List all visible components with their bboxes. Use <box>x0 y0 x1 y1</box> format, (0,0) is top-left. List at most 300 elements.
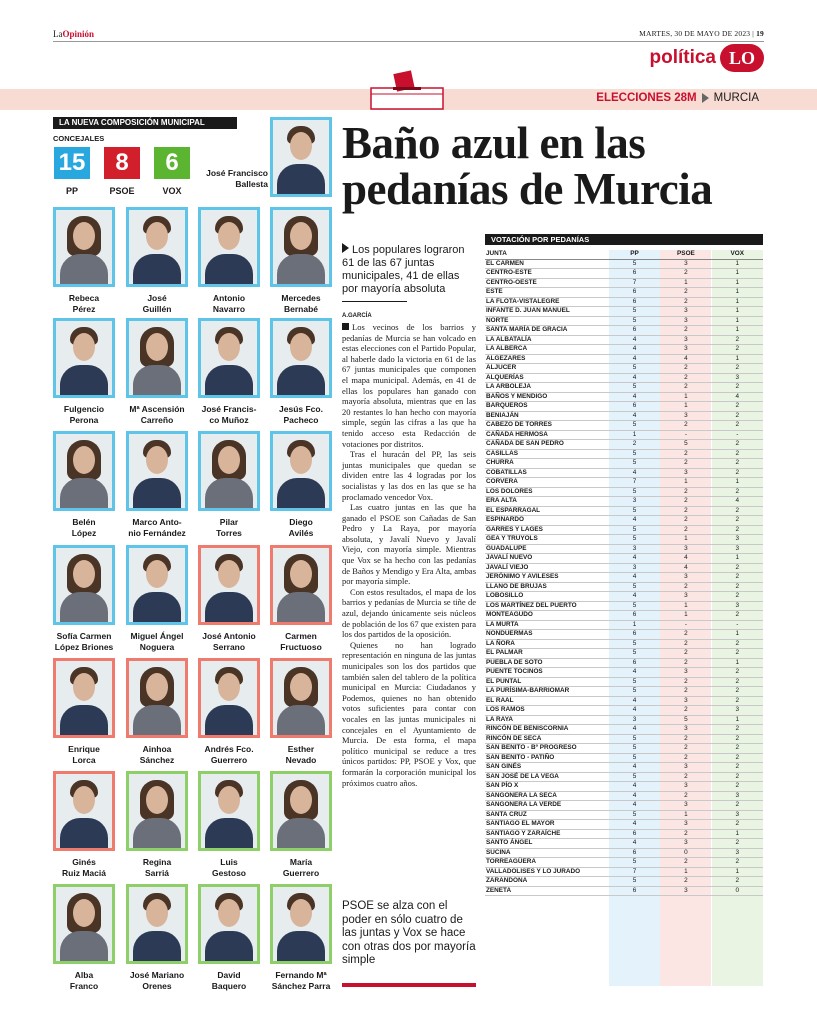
councillor-card <box>53 771 115 879</box>
pp-cell: 5 <box>609 753 660 763</box>
councillor-name: Esther Nevado <box>285 744 317 765</box>
composition-title: LA NUEVA COMPOSICIÓN MUNICIPAL <box>53 117 237 129</box>
vox-cell: 2 <box>712 468 763 478</box>
pp-cell: 4 <box>609 782 660 792</box>
table-row <box>485 544 763 554</box>
portrait-photo <box>198 771 260 851</box>
councillor-card <box>270 318 332 426</box>
pp-cell: 5 <box>609 449 660 459</box>
table-row <box>485 658 763 668</box>
table-row <box>485 487 763 497</box>
pullquote-rule <box>342 983 476 987</box>
table-row <box>485 744 763 754</box>
pp-cell: 5 <box>609 601 660 611</box>
junta-cell: SAN PÍO X <box>485 782 609 792</box>
table-row <box>485 269 763 279</box>
paragraph: Quienes no han logrado representación en ninguna de las juntas municipales son los dos partidos que también salen del tablero de la política municipal en Murcia: Ciudadanos y Podemos, quienes no han obtenido votos suficientes para contar con vocales en las juntas municipales ni concejales en el Ayuntamiento de Murcia. De esta forma, el mapa político municipal se reduce a tres únicos partidos: PP, PSOE y Vox, que formarán la corporación municipal los próximos cuatro años. <box>342 639 476 788</box>
psoe-cell: 2 <box>660 525 711 535</box>
byline: A.GARCÍA <box>342 313 372 319</box>
psoe-cell: 2 <box>660 687 711 697</box>
junta-cell: EL CARMEN <box>485 259 609 269</box>
junta-cell: LOBOSILLO <box>485 592 609 602</box>
pp-cell: 4 <box>609 373 660 383</box>
psoe-cell: 1 <box>660 535 711 545</box>
junta-cell: ALJUCER <box>485 364 609 374</box>
psoe-cell: 2 <box>660 753 711 763</box>
vox-cell: 1 <box>712 307 763 317</box>
table-row <box>485 649 763 659</box>
vox-cell: 1 <box>712 554 763 564</box>
psoe-cell: 2 <box>660 373 711 383</box>
junta-cell: SAN BENITO - Bº PROGRESO <box>485 744 609 754</box>
vox-cell: 2 <box>712 421 763 431</box>
table-row <box>485 611 763 621</box>
psoe-cell: - <box>660 620 711 630</box>
dateline: MARTES, 30 DE MAYO DE 2023 | 19 <box>639 29 764 38</box>
councillor-card <box>126 318 188 426</box>
table-title: VOTACIÓN POR PEDANÍAS <box>485 234 763 245</box>
pp-cell: 4 <box>609 411 660 421</box>
pp-cell: 5 <box>609 744 660 754</box>
table-row <box>485 516 763 526</box>
table-row <box>485 829 763 839</box>
table-row <box>485 402 763 412</box>
portrait-photo <box>126 318 188 398</box>
vox-cell: 2 <box>712 763 763 773</box>
junta-cell: MONTEAGUDO <box>485 611 609 621</box>
junta-cell: INFANTE D. JUAN MANUEL <box>485 307 609 317</box>
psoe-cell: 2 <box>660 297 711 307</box>
col-header-vox: VOX <box>712 250 763 259</box>
councillor-card <box>53 431 115 539</box>
junta-cell: CAÑADA HERMOSA <box>485 430 609 440</box>
vox-cell: 2 <box>712 649 763 659</box>
junta-cell: GUADALUPE <box>485 544 609 554</box>
councillor-name: Belén López <box>71 517 97 538</box>
table-row <box>485 497 763 507</box>
psoe-cell: 2 <box>660 744 711 754</box>
pp-cell: 5 <box>609 639 660 649</box>
vox-cell: 2 <box>712 668 763 678</box>
portrait-photo <box>53 884 115 964</box>
councillor-card <box>53 545 115 653</box>
psoe-cell: 1 <box>660 601 711 611</box>
table-row <box>485 316 763 326</box>
junta-cell: ERA ALTA <box>485 497 609 507</box>
councillor-card <box>126 545 188 653</box>
portrait-photo <box>270 884 332 964</box>
paragraph: Los vecinos de los barrios y pedanías de Murcia se han volcado en estas elecciones con el Partido Popular, al haberle dado la victoria en 61 de las 67 juntas municipales que componen el mapa municipal. Además, en 41 de ellas los populares han ganado con mayoría absoluta, mientras que en las 20 restantes lo han hecho con mayoría simple, según las cifras a las que ha tenido acceso esta Redacción de votaciones por distritos. <box>342 322 476 449</box>
portrait-photo <box>53 545 115 625</box>
paragraph: Las cuatro juntas en las que ha ganado el PSOE son Cañadas de San Pedro y La Raya, por mayoría absoluta, y Javalí Nuevo y Javalí Viejo, con mayoría simple. Mientras que Vox se ha hecho con las pedanías de Baños y Mendigo y Era Alta, ambas por mayoría simple. <box>342 502 476 587</box>
pp-cell: 4 <box>609 706 660 716</box>
junta-cell: ALGEZARES <box>485 354 609 364</box>
portrait-photo <box>126 207 188 287</box>
psoe-cell: 2 <box>660 506 711 516</box>
vox-cell: 2 <box>712 877 763 887</box>
col-header-junta: JUNTA <box>485 250 609 259</box>
col-header-psoe: PSOE <box>660 250 711 259</box>
junta-cell: LOS DOLORES <box>485 487 609 497</box>
councillor-name: Enrique Lorca <box>68 744 100 765</box>
vox-cell: 2 <box>712 858 763 868</box>
square-icon <box>342 323 349 330</box>
psoe-cell: 4 <box>660 563 711 573</box>
psoe-cell: 3 <box>660 411 711 421</box>
psoe-cell: 2 <box>660 829 711 839</box>
councillor-name: María Guerrero <box>282 857 320 878</box>
vox-cell: 1 <box>712 715 763 725</box>
table-header-row <box>485 250 763 259</box>
portrait-photo <box>126 884 188 964</box>
section-name: política <box>649 47 716 68</box>
councillor-name: Ainhoa Sánchez <box>139 744 175 765</box>
pp-cell: 6 <box>609 848 660 858</box>
junta-cell: COBATILLAS <box>485 468 609 478</box>
pp-cell: 5 <box>609 487 660 497</box>
table-row <box>485 411 763 421</box>
councillor-name: Antonio Navarro <box>212 293 246 314</box>
triangle-icon <box>702 93 709 103</box>
psoe-cell: 2 <box>660 364 711 374</box>
header-rule <box>53 41 764 42</box>
table-row <box>485 877 763 887</box>
vox-cell: 2 <box>712 801 763 811</box>
vox-cell: 4 <box>712 392 763 402</box>
councillor-card <box>198 771 260 879</box>
pp-cell: 3 <box>609 544 660 554</box>
table-row <box>485 326 763 336</box>
vox-cell: 2 <box>712 449 763 459</box>
article-body <box>342 322 476 788</box>
vox-cell: 2 <box>712 563 763 573</box>
junta-cell: LA ARBOLEJA <box>485 383 609 393</box>
table-row <box>485 297 763 307</box>
psoe-cell: 2 <box>660 459 711 469</box>
table-row <box>485 459 763 469</box>
page-number: 19 <box>756 29 764 38</box>
junta-cell: NONDUERMAS <box>485 630 609 640</box>
portrait-photo <box>53 207 115 287</box>
psoe-cell: 3 <box>660 820 711 830</box>
table-row <box>485 335 763 345</box>
councillor-name: Luis Gestoso <box>211 857 246 878</box>
table-row <box>485 848 763 858</box>
vox-cell: 1 <box>712 316 763 326</box>
vox-cell: 2 <box>712 440 763 450</box>
vox-cell: 2 <box>712 411 763 421</box>
councillor-card <box>126 207 188 315</box>
table-row <box>485 506 763 516</box>
junta-cell: CAÑADA DE SAN PEDRO <box>485 440 609 450</box>
seat-party-label: VOX <box>162 186 182 196</box>
seat-count-psoe: 8 <box>104 147 140 179</box>
councillor-name: Andrés Fco. Guerrero <box>204 744 254 765</box>
psoe-cell: 3 <box>660 468 711 478</box>
paragraph: Con estos resultados, el mapa de los barrios y pedanías de Murcia se tiñe de azul, dejando únicamente seis núcleos de población de los 67 que existen para los dos partidos de la oposición. <box>342 586 476 640</box>
junta-cell: EL RAAL <box>485 696 609 706</box>
psoe-cell: 3 <box>660 345 711 355</box>
junta-cell: LA PURÍSIMA-BARRIOMAR <box>485 687 609 697</box>
table-row <box>485 440 763 450</box>
psoe-cell: 1 <box>660 278 711 288</box>
councillor-card <box>198 545 260 653</box>
pp-cell: 5 <box>609 734 660 744</box>
junta-cell: SAN JOSÉ DE LA VEGA <box>485 772 609 782</box>
table-row <box>485 582 763 592</box>
vox-cell: 1 <box>712 630 763 640</box>
table-row <box>485 734 763 744</box>
table-row <box>485 573 763 583</box>
table-row <box>485 364 763 374</box>
table-row <box>485 725 763 735</box>
vox-cell: 2 <box>712 335 763 345</box>
vox-cell: 1 <box>712 288 763 298</box>
pp-cell: 4 <box>609 392 660 402</box>
table-row <box>485 668 763 678</box>
pp-cell: 4 <box>609 696 660 706</box>
table-row <box>485 696 763 706</box>
table-row <box>485 373 763 383</box>
psoe-cell: 3 <box>660 592 711 602</box>
pp-cell: 5 <box>609 364 660 374</box>
junta-cell: CENTRO-OESTE <box>485 278 609 288</box>
junta-cell: LA FLOTA-VISTALEGRE <box>485 297 609 307</box>
table-row <box>485 307 763 317</box>
vox-cell: 1 <box>712 829 763 839</box>
councillor-name: Fulgencio Perona <box>63 404 105 425</box>
junta-cell: ALQUERÍAS <box>485 373 609 383</box>
psoe-cell: 3 <box>660 316 711 326</box>
table-row <box>485 772 763 782</box>
councillor-card <box>270 431 332 539</box>
pp-cell: 7 <box>609 867 660 877</box>
pp-cell: 4 <box>609 820 660 830</box>
table-row <box>485 886 763 896</box>
councillor-card <box>126 658 188 766</box>
pp-cell: 4 <box>609 791 660 801</box>
pp-cell: 4 <box>609 801 660 811</box>
pp-cell: 6 <box>609 269 660 279</box>
pp-cell: 4 <box>609 668 660 678</box>
pp-cell: 6 <box>609 326 660 336</box>
pp-cell: 5 <box>609 877 660 887</box>
psoe-cell: 4 <box>660 354 711 364</box>
votes-table <box>485 250 763 896</box>
pp-cell: 5 <box>609 649 660 659</box>
pp-cell: 3 <box>609 715 660 725</box>
table-row <box>485 706 763 716</box>
councillor-name: Regina Sarriá <box>142 857 172 878</box>
vox-cell: 1 <box>712 478 763 488</box>
table-row <box>485 639 763 649</box>
junta-cell: LA MURTA <box>485 620 609 630</box>
table-row <box>485 259 763 269</box>
junta-cell: CENTRO-ESTE <box>485 269 609 279</box>
junta-cell: CASILLAS <box>485 449 609 459</box>
councillor-name: José Mariano Orenes <box>129 970 185 991</box>
vox-cell: 2 <box>712 459 763 469</box>
table-row <box>485 858 763 868</box>
psoe-cell: 1 <box>660 402 711 412</box>
junta-cell: EL ESPARRAGAL <box>485 506 609 516</box>
psoe-cell: 2 <box>660 734 711 744</box>
vox-cell: 2 <box>712 525 763 535</box>
pp-cell: 5 <box>609 677 660 687</box>
portrait-photo <box>270 117 332 197</box>
table-row <box>485 601 763 611</box>
vox-cell: 2 <box>712 753 763 763</box>
councillor-name: Mª Ascensión Carreño <box>129 404 185 425</box>
councillor-name: Pilar Torres <box>216 517 242 538</box>
junta-cell: SUCINA <box>485 848 609 858</box>
councillor-card <box>126 884 188 992</box>
pp-cell: 7 <box>609 278 660 288</box>
vox-cell: 3 <box>712 535 763 545</box>
table-row <box>485 288 763 298</box>
vox-cell: 1 <box>712 867 763 877</box>
psoe-cell: 2 <box>660 630 711 640</box>
junta-cell: SANTA CRUZ <box>485 810 609 820</box>
psoe-cell: 2 <box>660 421 711 431</box>
psoe-cell: 2 <box>660 326 711 336</box>
psoe-cell: 3 <box>660 839 711 849</box>
councillor-name: Jesús Fco. Pacheco <box>279 404 323 425</box>
pp-cell: 4 <box>609 516 660 526</box>
vox-cell: 2 <box>712 839 763 849</box>
junta-cell: SANTA MARÍA DE GRACIA <box>485 326 609 336</box>
pp-cell: 5 <box>609 858 660 868</box>
junta-cell: CABEZO DE TORRES <box>485 421 609 431</box>
pp-cell: 6 <box>609 829 660 839</box>
junta-cell: JERÓNIMO Y AVILESES <box>485 573 609 583</box>
junta-cell: NORTE <box>485 316 609 326</box>
seat-party-label: PSOE <box>109 186 135 196</box>
vox-cell: - <box>712 620 763 630</box>
pp-cell: 5 <box>609 506 660 516</box>
junta-cell: SAN GINÉS <box>485 763 609 773</box>
psoe-cell: 2 <box>660 649 711 659</box>
junta-cell: LOS MARTÍNEZ DEL PUERTO <box>485 601 609 611</box>
pp-cell: 5 <box>609 525 660 535</box>
psoe-cell: 0 <box>660 848 711 858</box>
pp-cell: 6 <box>609 402 660 412</box>
vox-cell: 4 <box>712 497 763 507</box>
councillor-name: Alba Franco <box>69 970 99 991</box>
councillor-card <box>270 658 332 766</box>
junta-cell: LA ALBERCA <box>485 345 609 355</box>
vox-cell: 2 <box>712 364 763 374</box>
junta-cell: TORREAGÜERA <box>485 858 609 868</box>
pp-cell: 5 <box>609 772 660 782</box>
councillor-card <box>198 884 260 992</box>
paragraph: Tras el huracán del PP, las seis juntas municipales que quedan se dividen entre las 4 logradas por los socialistas y las dos en las que se ha proclamado vencedor Vox. <box>342 449 476 502</box>
mayor-card <box>206 117 332 197</box>
councillor-card <box>198 207 260 315</box>
table-row <box>485 630 763 640</box>
councillor-card <box>270 884 332 992</box>
portrait-photo <box>126 771 188 851</box>
councillor-card <box>270 545 332 653</box>
portrait-photo <box>198 884 260 964</box>
portrait-photo <box>126 658 188 738</box>
psoe-cell: 2 <box>660 497 711 507</box>
pp-cell: 5 <box>609 687 660 697</box>
junta-cell: BAÑOS Y MENDIGO <box>485 392 609 402</box>
vox-cell: 2 <box>712 782 763 792</box>
junta-cell: LA RAYA <box>485 715 609 725</box>
psoe-cell: 2 <box>660 487 711 497</box>
psoe-cell: 2 <box>660 383 711 393</box>
junta-cell: JAVALÍ VIEJO <box>485 563 609 573</box>
junta-cell: GEA Y TRUYOLS <box>485 535 609 545</box>
pp-cell: 6 <box>609 630 660 640</box>
psoe-cell: 3 <box>660 782 711 792</box>
junta-cell: ZARANDONA <box>485 877 609 887</box>
table-row <box>485 392 763 402</box>
pp-cell: 6 <box>609 611 660 621</box>
portrait-photo <box>270 431 332 511</box>
vox-cell: 2 <box>712 687 763 697</box>
pp-cell: 4 <box>609 335 660 345</box>
vox-cell: 3 <box>712 544 763 554</box>
vox-cell: 1 <box>712 326 763 336</box>
vox-cell: 2 <box>712 582 763 592</box>
pp-cell: 4 <box>609 354 660 364</box>
table-row <box>485 430 763 440</box>
vox-cell: 2 <box>712 402 763 412</box>
table-row <box>485 753 763 763</box>
table-row <box>485 563 763 573</box>
table-row <box>485 820 763 830</box>
councillor-card <box>270 771 332 879</box>
vox-cell: 1 <box>712 278 763 288</box>
vox-cell: 1 <box>712 658 763 668</box>
psoe-cell: 2 <box>660 449 711 459</box>
psoe-cell: 2 <box>660 639 711 649</box>
junta-cell: LA ÑORA <box>485 639 609 649</box>
councillor-name: José Francisco Ballesta <box>206 168 268 189</box>
portrait-photo <box>126 545 188 625</box>
junta-cell: RINCÓN DE BENISCORNIA <box>485 725 609 735</box>
vox-cell: 2 <box>712 383 763 393</box>
junta-cell: CHURRA <box>485 459 609 469</box>
table-row <box>485 478 763 488</box>
seat-party-label: PP <box>65 186 78 196</box>
table-row <box>485 554 763 564</box>
vox-cell: 2 <box>712 820 763 830</box>
junta-cell: SANTO ÁNGEL <box>485 839 609 849</box>
junta-cell: SANTIAGO Y ZARAÍCHE <box>485 829 609 839</box>
councillor-name: Ginés Ruiz Maciá <box>62 857 106 878</box>
vox-cell: 2 <box>712 744 763 754</box>
psoe-cell: 2 <box>660 706 711 716</box>
psoe-cell: 2 <box>660 877 711 887</box>
vox-cell: 2 <box>712 696 763 706</box>
junta-cell: EL PUNTAL <box>485 677 609 687</box>
councillors-label: CONCEJALES <box>53 134 105 143</box>
pp-cell: 5 <box>609 307 660 317</box>
section-header <box>649 44 764 72</box>
table-row <box>485 525 763 535</box>
portrait-photo <box>53 318 115 398</box>
pp-cell: 5 <box>609 383 660 393</box>
pp-cell: 4 <box>609 345 660 355</box>
vox-cell: 2 <box>712 725 763 735</box>
table-row <box>485 383 763 393</box>
psoe-cell: 1 <box>660 810 711 820</box>
psoe-cell: 3 <box>660 307 711 317</box>
